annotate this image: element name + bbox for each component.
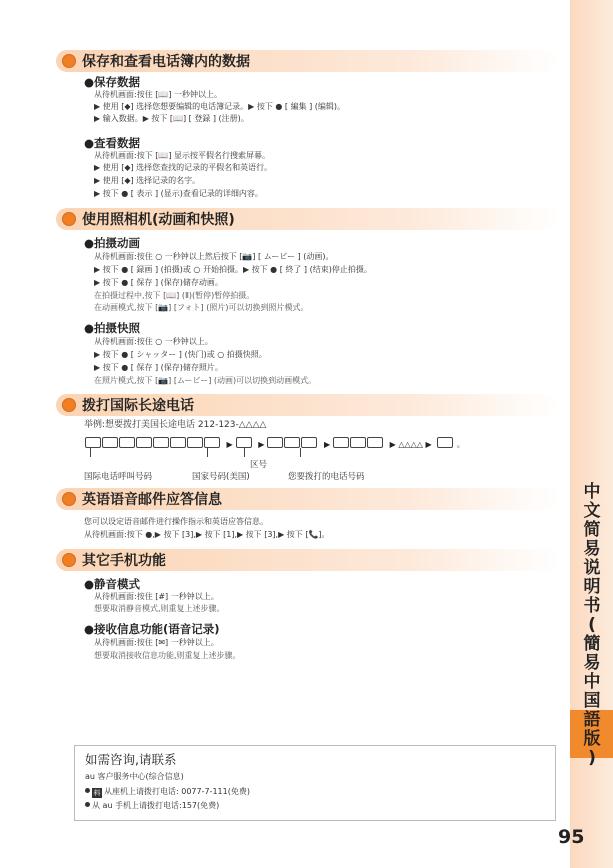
contact-landline: 料 从座机上请拨打电话: 0077-7-111(免费) (85, 786, 250, 798)
contact-title: 如需咨询,请联系 (85, 752, 177, 767)
subsection-title: ●查看数据 (84, 136, 141, 150)
key-1-icon (204, 437, 220, 448)
instruction-line: 从待机画面:按住 ○ 一秒钟以上。 (94, 337, 213, 346)
section-title: 使用照相机(动画和快照) (82, 212, 235, 228)
bullet-icon (85, 788, 90, 793)
section-title: 保存和查看电话簿内的数据 (82, 54, 250, 70)
subsection-title: ●接收信息功能(语音记录) (84, 622, 220, 636)
bullet-dot-icon (62, 398, 76, 412)
subsection-title: ●静音模式 (84, 577, 141, 591)
bullet-dot-icon (62, 212, 76, 226)
label-phone-number: 您要拨打的电话号码 (288, 472, 365, 482)
key-0-icon (85, 437, 101, 448)
side-title-char: 中 (583, 672, 601, 692)
side-title-char: 说 (583, 558, 601, 578)
side-title-char: 語 (583, 710, 601, 730)
instruction-line: ▶ 按下 ● [ シャッター ] (快门)或 ○ 拍摄快照。 (94, 350, 267, 359)
contact-center: au 客户服务中心(综合信息) (85, 772, 184, 781)
dial-sequence: ▶ ▶ ▶ ▶ △△△△ ▶ 。 (85, 437, 465, 450)
bullet-dot-icon (62, 553, 76, 567)
note-line: 在拍摄过程中,按下 [📖] (Ⅱ)(暂停)暂停拍摄。 (94, 291, 255, 300)
section-header-camera (56, 208, 560, 230)
side-title-char: 明 (583, 577, 601, 597)
key-3-icon (367, 437, 383, 448)
dial-remaining: ▶ △△△△ ▶ (389, 440, 432, 449)
instruction-line: ▶ 按下 ● [ 保存 ] (保存)储存动画。 (94, 278, 223, 287)
dial-period: 。 (456, 440, 465, 449)
key-2-icon (301, 437, 317, 448)
key-0-icon (187, 437, 203, 448)
bullet-dot-icon (62, 492, 76, 506)
key-2-icon (267, 437, 283, 448)
side-title-char: 易 (583, 539, 601, 559)
instruction-line: ▶ 按下 ● [ 保存 ] (保存)储存照片。 (94, 363, 223, 372)
note-line: 在动画模式,按下 [📷] [フォト] (照片)可以切换到照片模式。 (94, 303, 309, 312)
key-1-icon (333, 437, 349, 448)
key-1-icon (170, 437, 186, 448)
instruction-line: 从待机画面:按下 ●,▶ 按下 [3],▶ 按下 [1],▶ 按下 [3],▶ 按下 [📞]。 (84, 530, 330, 539)
side-title-char: 国 (583, 691, 601, 711)
instruction-line: 从待机画面:按住 [#] 一秒钟以上。 (94, 592, 219, 601)
side-title-char: 易 (583, 653, 601, 673)
side-title-char: 中 (583, 482, 601, 502)
bullet-dot-icon (62, 54, 76, 68)
example-line: 举例:想要拨打美国长途电话 212-123-△△△△ (84, 420, 267, 430)
bracket-intl (90, 448, 91, 457)
side-title (578, 483, 606, 768)
note-line: 想要取消接收信息功能,则重复上述步骤。 (94, 651, 241, 660)
instruction-line: 从待机画面:按住 ○ 一秒钟以上然后按下 [📷] [ ムービー ] (动画)。 (94, 252, 334, 261)
toll-free-icon: 料 (93, 789, 101, 797)
side-title-char: 簡 (583, 634, 601, 654)
section-title: 拨打国际长途电话 (82, 398, 194, 414)
key-0-icon (102, 437, 118, 448)
key-0-icon (136, 437, 152, 448)
instruction-line: ▶ 输入数据。▶ 按下 [📖] [ 登録 ] (注册)。 (94, 114, 249, 123)
section-title: 英语语音邮件应答信息 (82, 492, 222, 508)
key-1-icon (236, 437, 252, 448)
section-header-phonebook (56, 50, 560, 72)
call-key-icon (437, 437, 453, 448)
instruction-line: ▶ 使用 [◆] 选择您查找的记录的平假名和英语行。 (94, 163, 273, 172)
instruction-line: ▶ 按下 ● [ 録画 ] (拍摄)或 ○ 开始拍摄。▶ 按下 ● [ 終了 ] (结束)停止拍摄。 (94, 265, 372, 274)
subsection-title: ●拍摄动画 (84, 236, 141, 250)
section-title: 其它手机功能 (82, 553, 166, 569)
label-intl-code: 国际电话呼叫号码 (84, 472, 153, 482)
bracket-number (300, 448, 301, 457)
instruction-line: 从待机画面:按下 [📖] 显示按平假名行搜索屏幕。 (94, 151, 270, 160)
side-title-char: ( (588, 615, 596, 635)
bracket-country (207, 448, 208, 457)
section-header-international-call (56, 394, 560, 416)
subsection-title: ●保存数据 (84, 75, 141, 89)
instruction-line: ▶ 按下 ● [ 表示 ] (显示)查看记录的详细内容。 (94, 189, 263, 198)
instruction-line: ▶ 使用 [◆] 选择记录的名字。 (94, 176, 201, 185)
instruction-line: ▶ 使用 [◆] 选择您想要编辑的电话簿记录。▶ 按下 ● [ 編集 ] (编辑)。 (94, 102, 346, 111)
side-title-char: ) (588, 748, 596, 768)
side-title-char: 简 (583, 520, 601, 540)
note-line: 想要取消静音模式,则重复上述步骤。 (94, 604, 225, 613)
bracket-area (244, 448, 245, 457)
instruction-line: 您可以设定语音邮件进行操作指示和英语应答信息。 (84, 517, 268, 526)
key-1-icon (119, 437, 135, 448)
subsection-title: ●拍摄快照 (84, 321, 141, 335)
side-title-char: 书 (583, 596, 601, 616)
page-number: 95 (558, 826, 585, 848)
contact-mobile: 从 au 手机上请拨打电话:157(免费) (85, 800, 219, 811)
label-area-code: 区号 (250, 460, 268, 470)
section-header-voicemail (56, 488, 560, 510)
instruction-line: 从待机画面:按住 [📖] 一秒钟以上。 (94, 90, 222, 99)
section-header-other-features (56, 549, 560, 571)
side-title-char: 文 (583, 501, 601, 521)
side-title-char: 版 (583, 729, 601, 749)
label-country-code: 国家号码(美国) (192, 472, 250, 482)
key-1-icon (284, 437, 300, 448)
instruction-line: 从待机画面:按住 [✉] 一秒钟以上。 (94, 638, 219, 647)
key-0-icon (153, 437, 169, 448)
note-line: 在照片模式,按下 [📷] [ムービー] (动画)可以切换到动画模式。 (94, 376, 317, 385)
bullet-icon (85, 802, 90, 807)
key-2-icon (350, 437, 366, 448)
